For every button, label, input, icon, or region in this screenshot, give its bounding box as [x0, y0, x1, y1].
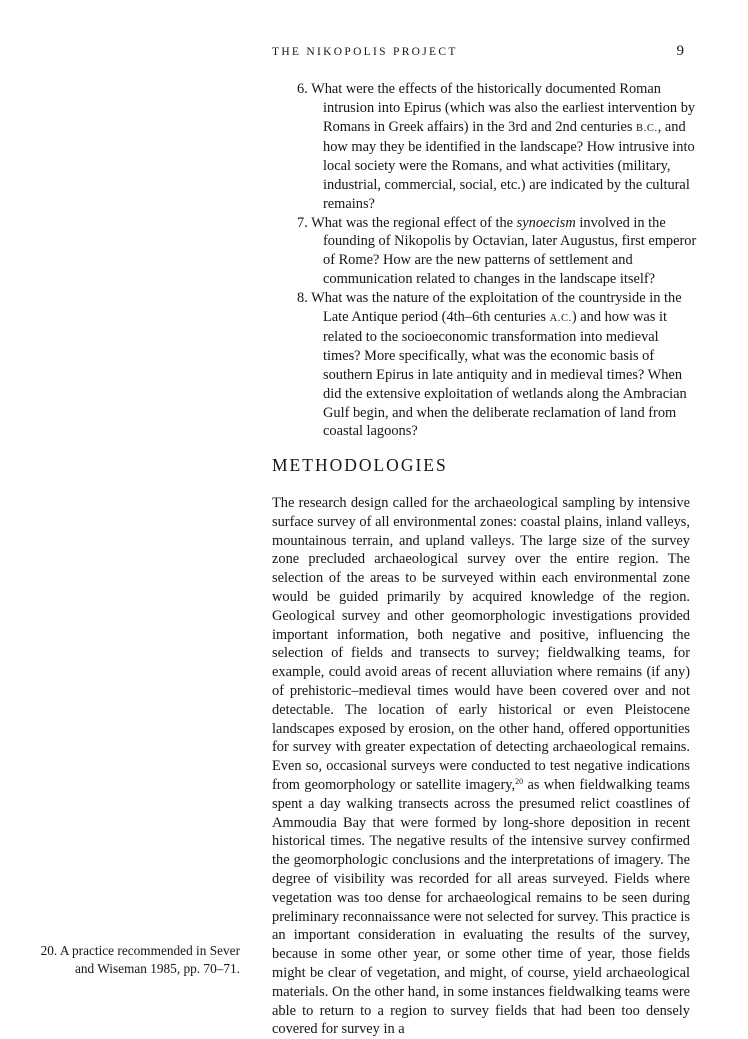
italic-term: synoecism: [516, 214, 576, 231]
question-number: 6.: [297, 81, 308, 97]
footnote-reference: 20: [515, 776, 524, 786]
question-text-continued: involved in the founding of Nikopolis by Octavian, later Augustus, first emperor of Rome? How are the new patterns of settlement and communication related to changes in the landscape itself?: [323, 214, 697, 287]
question-text-continued: , and how may they be identified in the landscape? How intrusive into local society were the Romans, and what activities (military, industrial, commercial, social, etc.) are indicated by the cultural remains?: [323, 118, 695, 212]
question-text-continued: ) and how was it related to the socioeconomic transformation into medieval times? More specifically, what was the economic basis of southern Epirus in late antiquity and in medieval times? When did the extensive exploitation of wetlands along the Ambracian Gulf begin, and when the deliberate reclamation of land from coastal lagoons?: [323, 308, 687, 440]
era-abbreviation: A.C.: [549, 312, 572, 324]
paragraph-text-continued: as when fieldwalking teams spent a day walking transects across the presumed relict coastlines of Ammoudia Bay that were formed by long-shore deposition in recent historical times. The negative results of the intensive survey confirmed the geomorphologic conclusions and the interpretations of imagery. The degree of visibility was recorded for all areas surveyed. Fields where vegetation was too dense for archaeological remains to be seen during preliminary reconnaissance were not selected for survey. This practice is an important consideration in evaluating the results of the survey, because in some other year, or some other time of year, those fields might be clear of vegetation, and might, of course, yield archaeological materials. On the other hand, in some instances fieldwalking teams were able to return to a region to survey fields that had been too densely covered for survey in a: [272, 776, 690, 1038]
question-number: 7.: [297, 214, 308, 231]
question-text: What was the nature of the exploitation of the countryside in the Late Antique period (4th–6th centuries: [311, 289, 682, 325]
question-text: What was the regional effect of the: [311, 214, 517, 231]
question-item: [297, 214, 697, 289]
question-text: What were the effects of the historically documented Roman intrusion into Epirus (which was also the earliest intervention by Romans in Greek affairs) in the 3rd and 2nd centuries: [311, 81, 696, 135]
era-abbreviation: B.C.: [636, 122, 658, 134]
running-head: THE NIKOPOLIS PROJECT: [272, 46, 458, 58]
question-item: [297, 80, 697, 214]
question-number: 8.: [297, 289, 308, 306]
question-item: [297, 289, 697, 441]
page-number: 9: [676, 43, 684, 59]
body-paragraph: [272, 494, 690, 1039]
paragraph-text: The research design called for the archaeological sampling by intensive surface survey of all environmental zones: coastal plains, inland valleys, mountainous terrain, and upland valleys. The large size of the survey zone precluded archaeological survey over the entire region. The selection of the areas to be surveyed within each environmental zone would be guided primarily by acquired knowledge of the region. Geological survey and other geomorphologic investigations provided important information, both negative and positive, influencing the selection of fields and transects to survey; fieldwalking teams, for example, could avoid areas of recent alluviation where remains (if any) of prehistoric–medieval times would have been covered over and not detectable. The location of early historical or even Pleistocene landscapes exposed by erosion, on the other hand, offered opportunities for survey with greater expectation of detecting archaeological remains. Even so, occasional surveys were conducted to test negative indications from geomorphology or satellite imagery,: [272, 495, 690, 793]
page-header: [272, 43, 684, 66]
footnote: 20. A practice recommended in Sever and Wiseman 1985, pp. 70–71.: [40, 943, 240, 976]
section-heading: METHODOLOGIES: [272, 455, 448, 475]
research-questions-list: [297, 80, 697, 441]
